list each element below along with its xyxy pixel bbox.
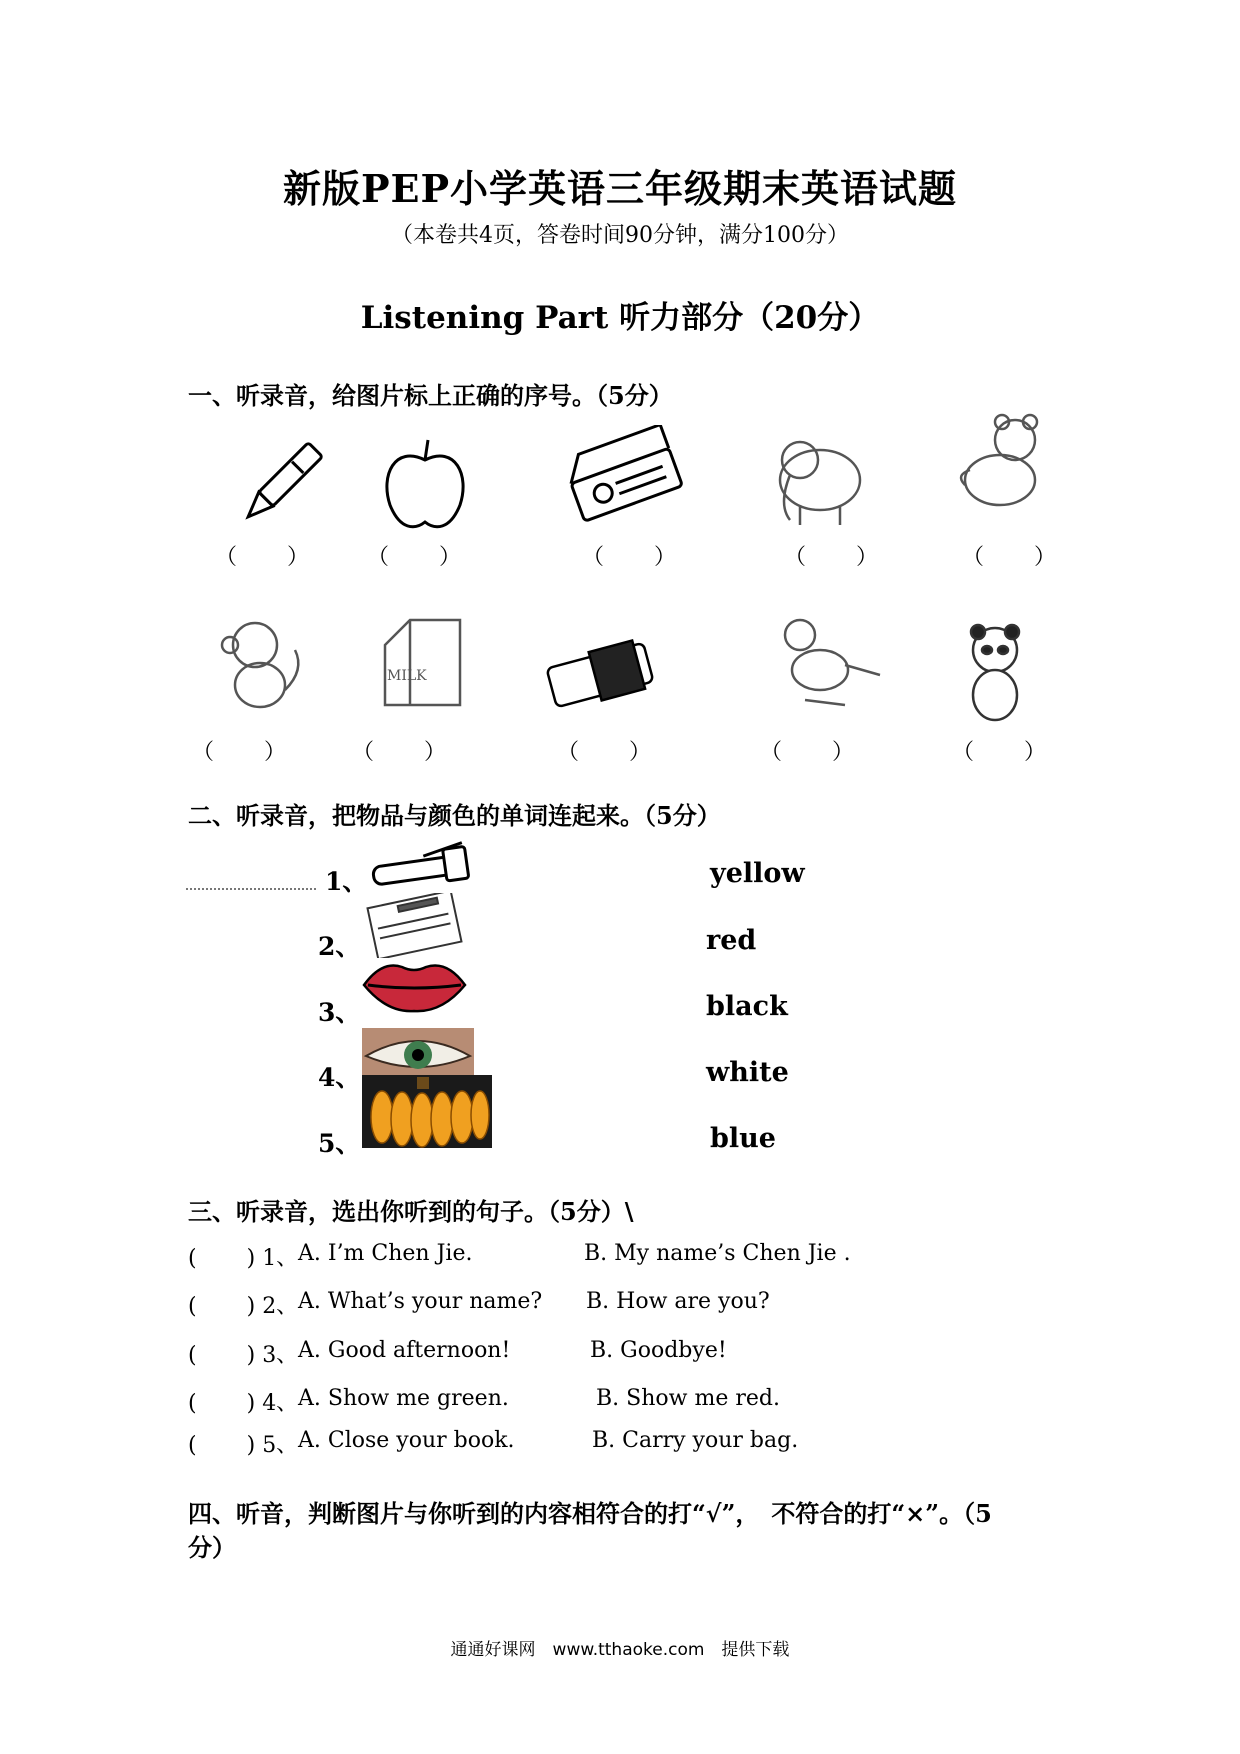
option-b[interactable]: B. Goodbye! bbox=[590, 1338, 727, 1363]
color-word: white bbox=[706, 1057, 789, 1088]
question-row bbox=[188, 1289, 298, 1320]
panda-icon bbox=[950, 620, 1070, 730]
section4-heading-line2: 分） bbox=[188, 1533, 236, 1562]
item-number: 2、 bbox=[318, 932, 361, 961]
question-row bbox=[188, 1428, 298, 1459]
answer-blank[interactable]: （ ） bbox=[961, 545, 1058, 570]
section3-heading: 三、听录音，选出你听到的句子。（5分）\ bbox=[188, 1197, 634, 1226]
elephant-icon bbox=[760, 425, 880, 535]
eraser-icon bbox=[540, 620, 660, 730]
color-word: black bbox=[706, 991, 788, 1022]
notebook-icon bbox=[362, 893, 467, 958]
page-subtitle: （本卷共4页，答卷时间90分钟，满分100分） bbox=[391, 223, 849, 248]
option-b[interactable]: B. My name’s Chen Jie . bbox=[584, 1241, 851, 1266]
section4-heading-line1: 四、听音，判断图片与你听到的内容相符合的打“√”， 不符合的打“×”。（5 bbox=[188, 1499, 992, 1528]
option-b[interactable]: B. Carry your bag. bbox=[592, 1428, 799, 1453]
bracket-open[interactable]: ( bbox=[188, 1294, 197, 1319]
apple-icon bbox=[365, 430, 485, 540]
question-row bbox=[188, 1241, 298, 1272]
lips-icon bbox=[362, 955, 467, 1015]
color-word: red bbox=[706, 925, 757, 956]
color-word: blue bbox=[710, 1123, 776, 1154]
bracket-open[interactable]: ( bbox=[188, 1246, 197, 1271]
bracket-close[interactable]: ) bbox=[246, 1246, 256, 1271]
answer-blank[interactable]: （ ） bbox=[351, 740, 448, 765]
bracket-open[interactable]: ( bbox=[188, 1343, 197, 1368]
question-number: 3、 bbox=[262, 1343, 299, 1368]
item-number: 1、 bbox=[325, 867, 368, 896]
pen-icon bbox=[365, 838, 485, 898]
milk-carton-icon bbox=[365, 610, 485, 720]
answer-blank[interactable]: （ ） bbox=[951, 740, 1048, 765]
answer-blank[interactable]: （ ） bbox=[366, 545, 463, 570]
option-a[interactable]: A. Show me green. bbox=[298, 1386, 509, 1411]
answer-blank[interactable]: （ ） bbox=[783, 545, 880, 570]
section2-heading: 二、听录音，把物品与颜色的单词连起来。（5分） bbox=[188, 801, 721, 830]
bracket-open[interactable]: ( bbox=[188, 1391, 197, 1416]
section1-heading: 一、听录音，给图片标上正确的序号。（5分） bbox=[188, 381, 673, 410]
pen-icon bbox=[220, 430, 340, 540]
part-heading: Listening Part 听力部分（20分） bbox=[360, 300, 880, 336]
answer-blank[interactable]: （ ） bbox=[191, 740, 288, 765]
eye-icon bbox=[362, 1028, 474, 1076]
color-word: yellow bbox=[710, 858, 805, 889]
bananas-icon bbox=[362, 1075, 492, 1148]
bracket-close[interactable]: ) bbox=[246, 1294, 256, 1319]
answer-blank[interactable]: （ ） bbox=[214, 545, 311, 570]
item-number: 3、 bbox=[318, 998, 361, 1027]
option-b[interactable]: B. How are you? bbox=[586, 1289, 770, 1314]
option-a[interactable]: A. I’m Chen Jie. bbox=[298, 1241, 473, 1266]
dotted-line bbox=[186, 888, 316, 890]
bracket-close[interactable]: ) bbox=[246, 1343, 256, 1368]
item-number: 4、 bbox=[318, 1063, 361, 1092]
bracket-close[interactable]: ) bbox=[246, 1391, 256, 1416]
bird-icon bbox=[765, 610, 885, 720]
answer-blank[interactable]: （ ） bbox=[759, 740, 856, 765]
option-a[interactable]: A. What’s your name? bbox=[298, 1289, 543, 1314]
bear-icon bbox=[940, 410, 1060, 520]
question-row bbox=[188, 1386, 298, 1417]
option-b[interactable]: B. Show me red. bbox=[596, 1386, 780, 1411]
footer-text: 通通好课网 www.tthaoke.com 提供下载 bbox=[450, 1640, 790, 1660]
option-a[interactable]: A. Good afternoon! bbox=[298, 1338, 511, 1363]
bracket-open[interactable]: ( bbox=[188, 1433, 197, 1458]
monkey-icon bbox=[200, 610, 320, 720]
option-a[interactable]: A. Close your book. bbox=[298, 1428, 515, 1453]
question-number: 2、 bbox=[262, 1294, 299, 1319]
question-number: 5、 bbox=[262, 1433, 299, 1458]
item-number: 5、 bbox=[318, 1129, 361, 1158]
bracket-close[interactable]: ) bbox=[246, 1433, 256, 1458]
question-number: 1、 bbox=[262, 1246, 299, 1271]
page-title: 新版PEP小学英语三年级期末英语试题 bbox=[282, 166, 958, 211]
question-row bbox=[188, 1338, 298, 1369]
answer-blank[interactable]: （ ） bbox=[556, 740, 653, 765]
answer-blank[interactable]: （ ） bbox=[581, 545, 678, 570]
question-number: 4、 bbox=[262, 1391, 299, 1416]
pencil-box-icon bbox=[565, 425, 685, 535]
svg-text:MILK: MILK bbox=[387, 668, 427, 684]
